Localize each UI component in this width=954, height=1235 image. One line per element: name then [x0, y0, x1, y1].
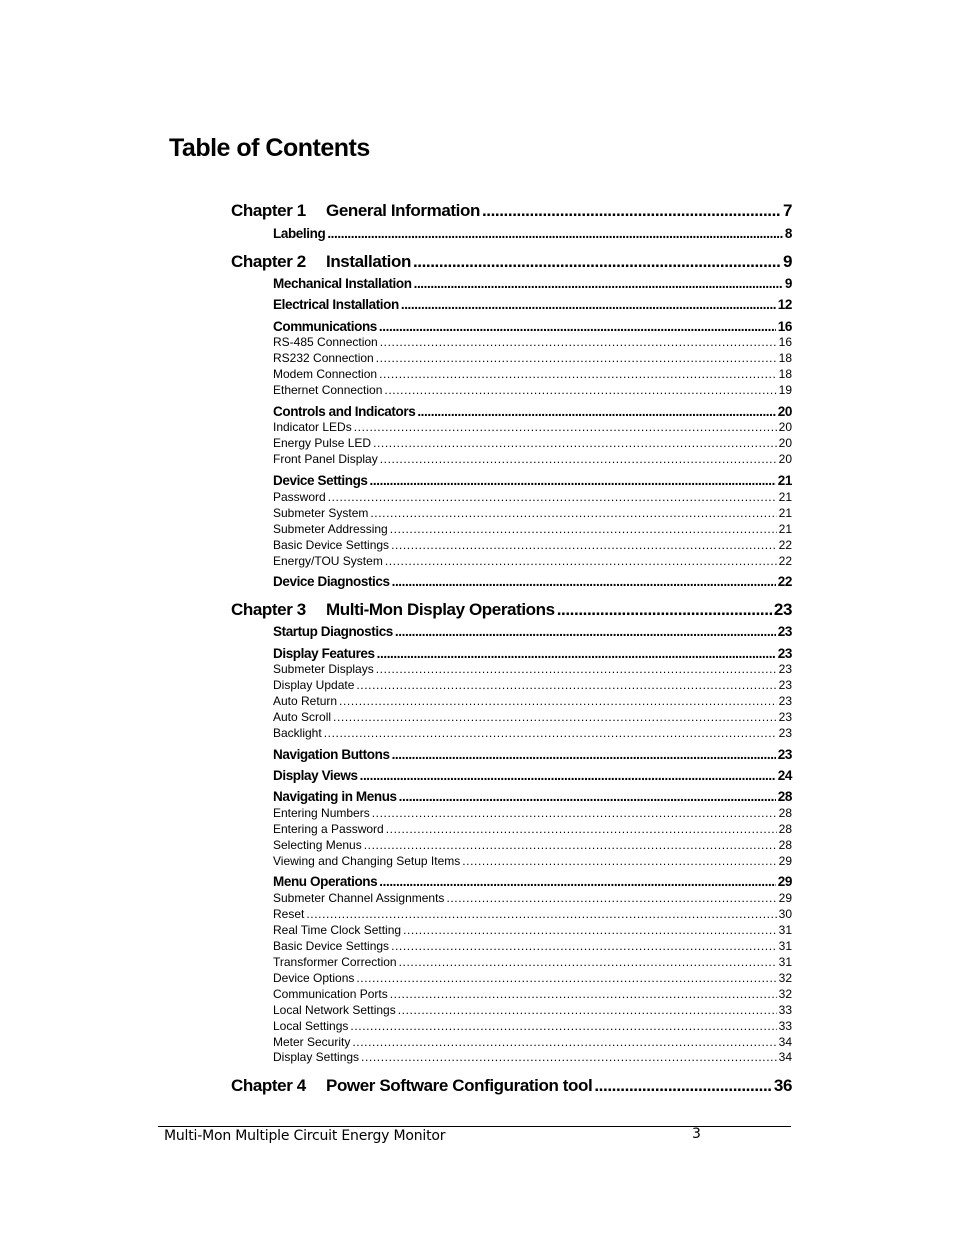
dot-leader [339, 694, 777, 708]
toc-entry-label [273, 554, 383, 568]
dot-leader [414, 276, 783, 291]
toc-section[interactable] [273, 789, 792, 804]
toc-page-number: 30 [778, 907, 792, 921]
toc-subsection[interactable] [273, 726, 792, 740]
toc-entry-label [273, 506, 368, 520]
dot-leader [401, 297, 776, 312]
toc-entry-label [273, 939, 389, 953]
toc-entry-label [273, 404, 415, 419]
dot-leader [372, 806, 777, 820]
toc-page-number: 31 [778, 955, 792, 969]
toc-subsection[interactable] [273, 662, 792, 676]
dot-leader [385, 554, 777, 568]
toc-entry-label [273, 351, 374, 365]
toc-page-number: 23 [777, 624, 792, 639]
toc-entry-text: Real Time Clock Setting [273, 923, 402, 937]
dot-leader [327, 226, 783, 241]
toc-entry-label [273, 874, 377, 889]
dot-leader [328, 490, 777, 504]
toc-entry-text: Modem Connection [273, 367, 378, 381]
toc-entry-text: Installation [326, 252, 411, 271]
dot-leader [376, 351, 777, 365]
chapter-number: Chapter 1 [231, 201, 306, 220]
dot-leader [324, 726, 777, 740]
toc-page-number: 24 [777, 768, 792, 783]
toc-page-number: 20 [777, 404, 792, 419]
toc-entry-label [273, 768, 358, 783]
toc-entry-label [273, 710, 331, 724]
toc-page-number: 23 [778, 710, 792, 724]
toc-entry-text: Energy Pulse LED [273, 436, 372, 450]
toc-subsection[interactable] [273, 838, 792, 852]
toc-page-number: 23 [778, 726, 792, 740]
toc-entry-text: Ethernet Connection [273, 383, 383, 397]
toc-section[interactable] [273, 473, 792, 488]
footer-document-title: Multi-Mon Multiple Circuit Energy Monitor [164, 1128, 446, 1144]
toc-section[interactable] [273, 768, 792, 783]
toc-section[interactable] [273, 404, 792, 419]
toc-section[interactable] [273, 874, 792, 889]
dot-leader [379, 319, 776, 334]
toc-page-number: 31 [778, 923, 792, 937]
dot-leader [384, 383, 776, 397]
dot-leader [391, 538, 777, 552]
toc-subsection[interactable] [273, 971, 792, 985]
toc-section[interactable] [273, 276, 792, 291]
toc-entry-text: Device Options [273, 971, 355, 985]
dot-leader [482, 201, 781, 221]
dot-leader [333, 710, 777, 724]
toc-entry-label [231, 201, 480, 221]
toc-section[interactable] [273, 747, 792, 762]
toc-entry-text: Indicator LEDs [273, 420, 352, 434]
dot-leader [370, 473, 776, 488]
footer-page-number: 3 [692, 1126, 701, 1142]
toc-page-number: 20 [778, 420, 792, 434]
toc-entry-label [273, 452, 378, 466]
toc-entry-text: Meter Security [273, 1035, 351, 1049]
toc-entry-text: Power Software Configuration tool [326, 1076, 593, 1095]
dot-leader [370, 506, 776, 520]
toc-entry-text: Entering Numbers [273, 806, 370, 820]
dot-leader [399, 789, 776, 804]
toc-section[interactable] [273, 646, 792, 661]
dot-leader [360, 768, 776, 783]
dot-leader [350, 1019, 776, 1033]
toc-page-number: 21 [777, 473, 792, 488]
dot-leader [386, 822, 777, 836]
toc-chapter[interactable] [231, 1076, 792, 1096]
toc-entry-text: Energy/TOU System [273, 554, 383, 568]
dot-leader [352, 1035, 776, 1049]
dot-leader [361, 1050, 777, 1064]
toc-subsection[interactable] [273, 710, 792, 724]
toc-entry-label [273, 662, 374, 676]
toc-subsection[interactable] [273, 383, 792, 397]
toc-entry-text: Controls and Indicators [273, 404, 416, 419]
toc-subsection[interactable] [273, 955, 792, 969]
toc-entry-label [273, 726, 322, 740]
toc-entry-text: Transformer Correction [273, 955, 397, 969]
toc-chapter[interactable] [231, 201, 792, 221]
toc-section[interactable] [273, 574, 792, 589]
dot-leader [380, 335, 777, 349]
page-title: Table of Contents [169, 134, 370, 162]
toc-page-number: 23 [777, 646, 792, 661]
toc-entry-text: Local Settings [273, 1019, 349, 1033]
toc-entry-label [273, 367, 377, 381]
toc-page-number: 18 [778, 351, 792, 365]
toc-entry-label [273, 646, 375, 661]
toc-page-number: 7 [782, 201, 792, 220]
toc-entry-label [273, 891, 444, 905]
toc-entry-text: RS-485 Connection [273, 335, 378, 349]
toc-entry-label [273, 436, 371, 450]
toc-entry-label [273, 1019, 348, 1033]
toc-entry-label [273, 335, 378, 349]
toc-page-number: 32 [778, 971, 792, 985]
toc-subsection[interactable] [273, 939, 792, 953]
dot-leader [392, 574, 776, 589]
toc-entry-label [231, 600, 555, 620]
toc-subsection[interactable] [273, 1003, 792, 1017]
toc-page-number: 20 [778, 452, 792, 466]
toc-subsection[interactable] [273, 822, 792, 836]
dot-leader [356, 971, 776, 985]
toc-entry-text: Selecting Menus [273, 838, 362, 852]
toc-entry-text: Communications [273, 319, 377, 334]
toc-page-number: 22 [778, 554, 792, 568]
dot-leader [356, 678, 776, 692]
toc-entry-text: Auto Return [273, 694, 338, 708]
toc-page-number: 8 [784, 226, 792, 241]
toc-subsection[interactable] [273, 351, 792, 365]
dot-leader [392, 747, 776, 762]
toc-entry-text: Display Views [273, 768, 358, 783]
toc-entry-label [273, 694, 337, 708]
toc-subsection[interactable] [273, 490, 792, 504]
toc-entry-label [231, 1076, 592, 1096]
toc-page-number: 33 [778, 1019, 792, 1033]
toc-subsection[interactable] [273, 522, 792, 536]
toc-entry-label [273, 923, 401, 937]
toc-entry-text: Electrical Installation [273, 297, 399, 312]
dot-leader [390, 987, 777, 1001]
chapter-number: Chapter 4 [231, 1076, 306, 1095]
toc-entry-text: Submeter Channel Assignments [273, 891, 445, 905]
toc-subsection[interactable] [273, 923, 792, 937]
toc-subsection[interactable] [273, 538, 792, 552]
toc-page-number: 16 [777, 319, 792, 334]
dot-leader [377, 646, 776, 661]
toc-page-number: 28 [778, 838, 792, 852]
toc-entry-label [273, 490, 326, 504]
toc-page-number: 36 [773, 1076, 792, 1095]
toc-entry-text: Display Settings [273, 1050, 360, 1064]
dot-leader [354, 420, 777, 434]
dot-leader [376, 662, 777, 676]
toc-page-number: 32 [778, 987, 792, 1001]
toc-entry-label [273, 907, 304, 921]
toc-entry-label [273, 747, 390, 762]
toc-page-number: 22 [778, 538, 792, 552]
toc-subsection[interactable] [273, 1050, 792, 1064]
dot-leader [379, 874, 776, 889]
toc-entry-text: Reset [273, 907, 305, 921]
toc-entry-text: RS232 Connection [273, 351, 374, 365]
toc-subsection[interactable] [273, 335, 792, 349]
toc-page-number: 29 [778, 854, 792, 868]
toc-page-number: 19 [778, 383, 792, 397]
dot-leader [364, 838, 777, 852]
dot-leader [398, 1003, 777, 1017]
toc-entry-text: Submeter System [273, 506, 369, 520]
toc-entry-text: Submeter Displays [273, 662, 374, 676]
chapter-number: Chapter 2 [231, 252, 306, 271]
toc-entry-label [273, 473, 368, 488]
toc-entry-label [273, 838, 362, 852]
toc-page-number: 34 [778, 1035, 792, 1049]
toc-entry-text: Communication Ports [273, 987, 388, 1001]
toc-section[interactable] [273, 319, 792, 334]
toc-page-number: 29 [777, 874, 792, 889]
dot-leader [379, 367, 777, 381]
toc-entry-label [273, 678, 354, 692]
dot-leader [306, 907, 776, 921]
toc-page-number: 16 [778, 335, 792, 349]
toc-page-number: 9 [782, 252, 792, 271]
toc-subsection[interactable] [273, 1019, 792, 1033]
dot-leader [446, 891, 776, 905]
dot-leader [395, 624, 776, 639]
toc-entry-label [273, 574, 390, 589]
toc-entry-label [273, 1003, 396, 1017]
toc-subsection[interactable] [273, 554, 792, 568]
toc-section[interactable] [273, 297, 792, 312]
toc-page-number: 23 [773, 600, 792, 619]
toc-entry-text: Navigation Buttons [273, 747, 390, 762]
toc-entry-label [273, 420, 352, 434]
toc-page-number: 23 [777, 747, 792, 762]
toc-entry-label [273, 854, 460, 868]
toc-page-number: 21 [778, 506, 792, 520]
toc-subsection[interactable] [273, 806, 792, 820]
toc-entry-label [273, 297, 399, 312]
toc-entry-text: Mechanical Installation [273, 276, 412, 291]
dot-leader [403, 923, 777, 937]
dot-leader [417, 404, 775, 419]
toc-page-number: 28 [778, 822, 792, 836]
toc-entry-label [273, 226, 325, 241]
toc-entry-text: Entering a Password [273, 822, 384, 836]
toc-entry-text: Labeling [273, 226, 326, 241]
toc-chapter[interactable] [231, 600, 792, 620]
toc-subsection[interactable] [273, 420, 792, 434]
toc-entry-label [273, 955, 397, 969]
toc-entry-label [273, 806, 370, 820]
toc-entry-label [273, 1050, 359, 1064]
toc-entry-label [273, 319, 377, 334]
toc-entry-text: Local Network Settings [273, 1003, 396, 1017]
toc-subsection[interactable] [273, 694, 792, 708]
toc-entry-text: Multi-Mon Display Operations [326, 600, 555, 619]
toc-page-number: 18 [778, 367, 792, 381]
chapter-number: Chapter 3 [231, 600, 306, 619]
dot-leader [557, 600, 772, 620]
toc-subsection[interactable] [273, 678, 792, 692]
dot-leader [380, 452, 777, 466]
dot-leader [399, 955, 777, 969]
toc-subsection[interactable] [273, 907, 792, 921]
toc-entry-text: Navigating in Menus [273, 789, 397, 804]
toc-entry-label [273, 383, 382, 397]
toc-section[interactable] [273, 226, 792, 241]
toc-entry-text: Display Update [273, 678, 355, 692]
toc-entry-label [273, 624, 393, 639]
toc-subsection[interactable] [273, 436, 792, 450]
toc-entry-label [273, 822, 384, 836]
toc-entry-text: Front Panel Display [273, 452, 378, 466]
toc-page-number: 9 [784, 276, 792, 291]
toc-subsection[interactable] [273, 506, 792, 520]
toc-page-number: 29 [778, 891, 792, 905]
toc-entry-text: Viewing and Changing Setup Items [273, 854, 461, 868]
toc-entry-text: Startup Diagnostics [273, 624, 393, 639]
toc-subsection[interactable] [273, 987, 792, 1001]
dot-leader [594, 1076, 772, 1096]
toc-entry-text: Display Features [273, 646, 375, 661]
toc-entry-label [273, 522, 388, 536]
toc-subsection[interactable] [273, 367, 792, 381]
dot-leader [462, 854, 776, 868]
dot-leader [391, 939, 777, 953]
toc-subsection[interactable] [273, 854, 792, 868]
toc-page-number: 12 [777, 297, 792, 312]
dot-leader [390, 522, 777, 536]
toc-entry-text: Basic Device Settings [273, 538, 390, 552]
toc-page-number: 23 [778, 694, 792, 708]
toc-page-number: 33 [778, 1003, 792, 1017]
toc-page-number: 23 [778, 678, 792, 692]
toc-page-number: 21 [778, 490, 792, 504]
toc-page-number: 31 [778, 939, 792, 953]
toc-entry-label [273, 971, 354, 985]
toc-page-number: 34 [778, 1050, 792, 1064]
toc-entry-text: Password [273, 490, 326, 504]
toc-page-number: 22 [777, 574, 792, 589]
toc-entry-text: Submeter Addressing [273, 522, 388, 536]
dot-leader [413, 252, 781, 272]
toc-entry-label [273, 789, 397, 804]
toc-entry-text: Auto Scroll [273, 710, 332, 724]
dot-leader [373, 436, 777, 450]
toc-page-number: 20 [778, 436, 792, 450]
toc-subsection[interactable] [273, 452, 792, 466]
toc-entry-label [273, 538, 389, 552]
toc-entry-text: Backlight [273, 726, 322, 740]
toc-entry-text: Device Settings [273, 473, 368, 488]
toc-subsection[interactable] [273, 891, 792, 905]
toc-entry-text: Menu Operations [273, 874, 378, 889]
toc-page-number: 28 [777, 789, 792, 804]
toc-page-number: 23 [778, 662, 792, 676]
toc-entry-label [273, 987, 388, 1001]
toc-chapter[interactable] [231, 252, 792, 272]
toc-entry-label [273, 1035, 350, 1049]
toc-entry-text: General Information [326, 201, 480, 220]
toc-entry-text: Device Diagnostics [273, 574, 390, 589]
toc-entry-text: Basic Device Settings [273, 939, 390, 953]
toc-page-number: 21 [778, 522, 792, 536]
toc-section[interactable] [273, 624, 792, 639]
toc-subsection[interactable] [273, 1035, 792, 1049]
toc-entry-label [273, 276, 412, 291]
toc-entry-label [231, 252, 411, 272]
toc-page-number: 28 [778, 806, 792, 820]
